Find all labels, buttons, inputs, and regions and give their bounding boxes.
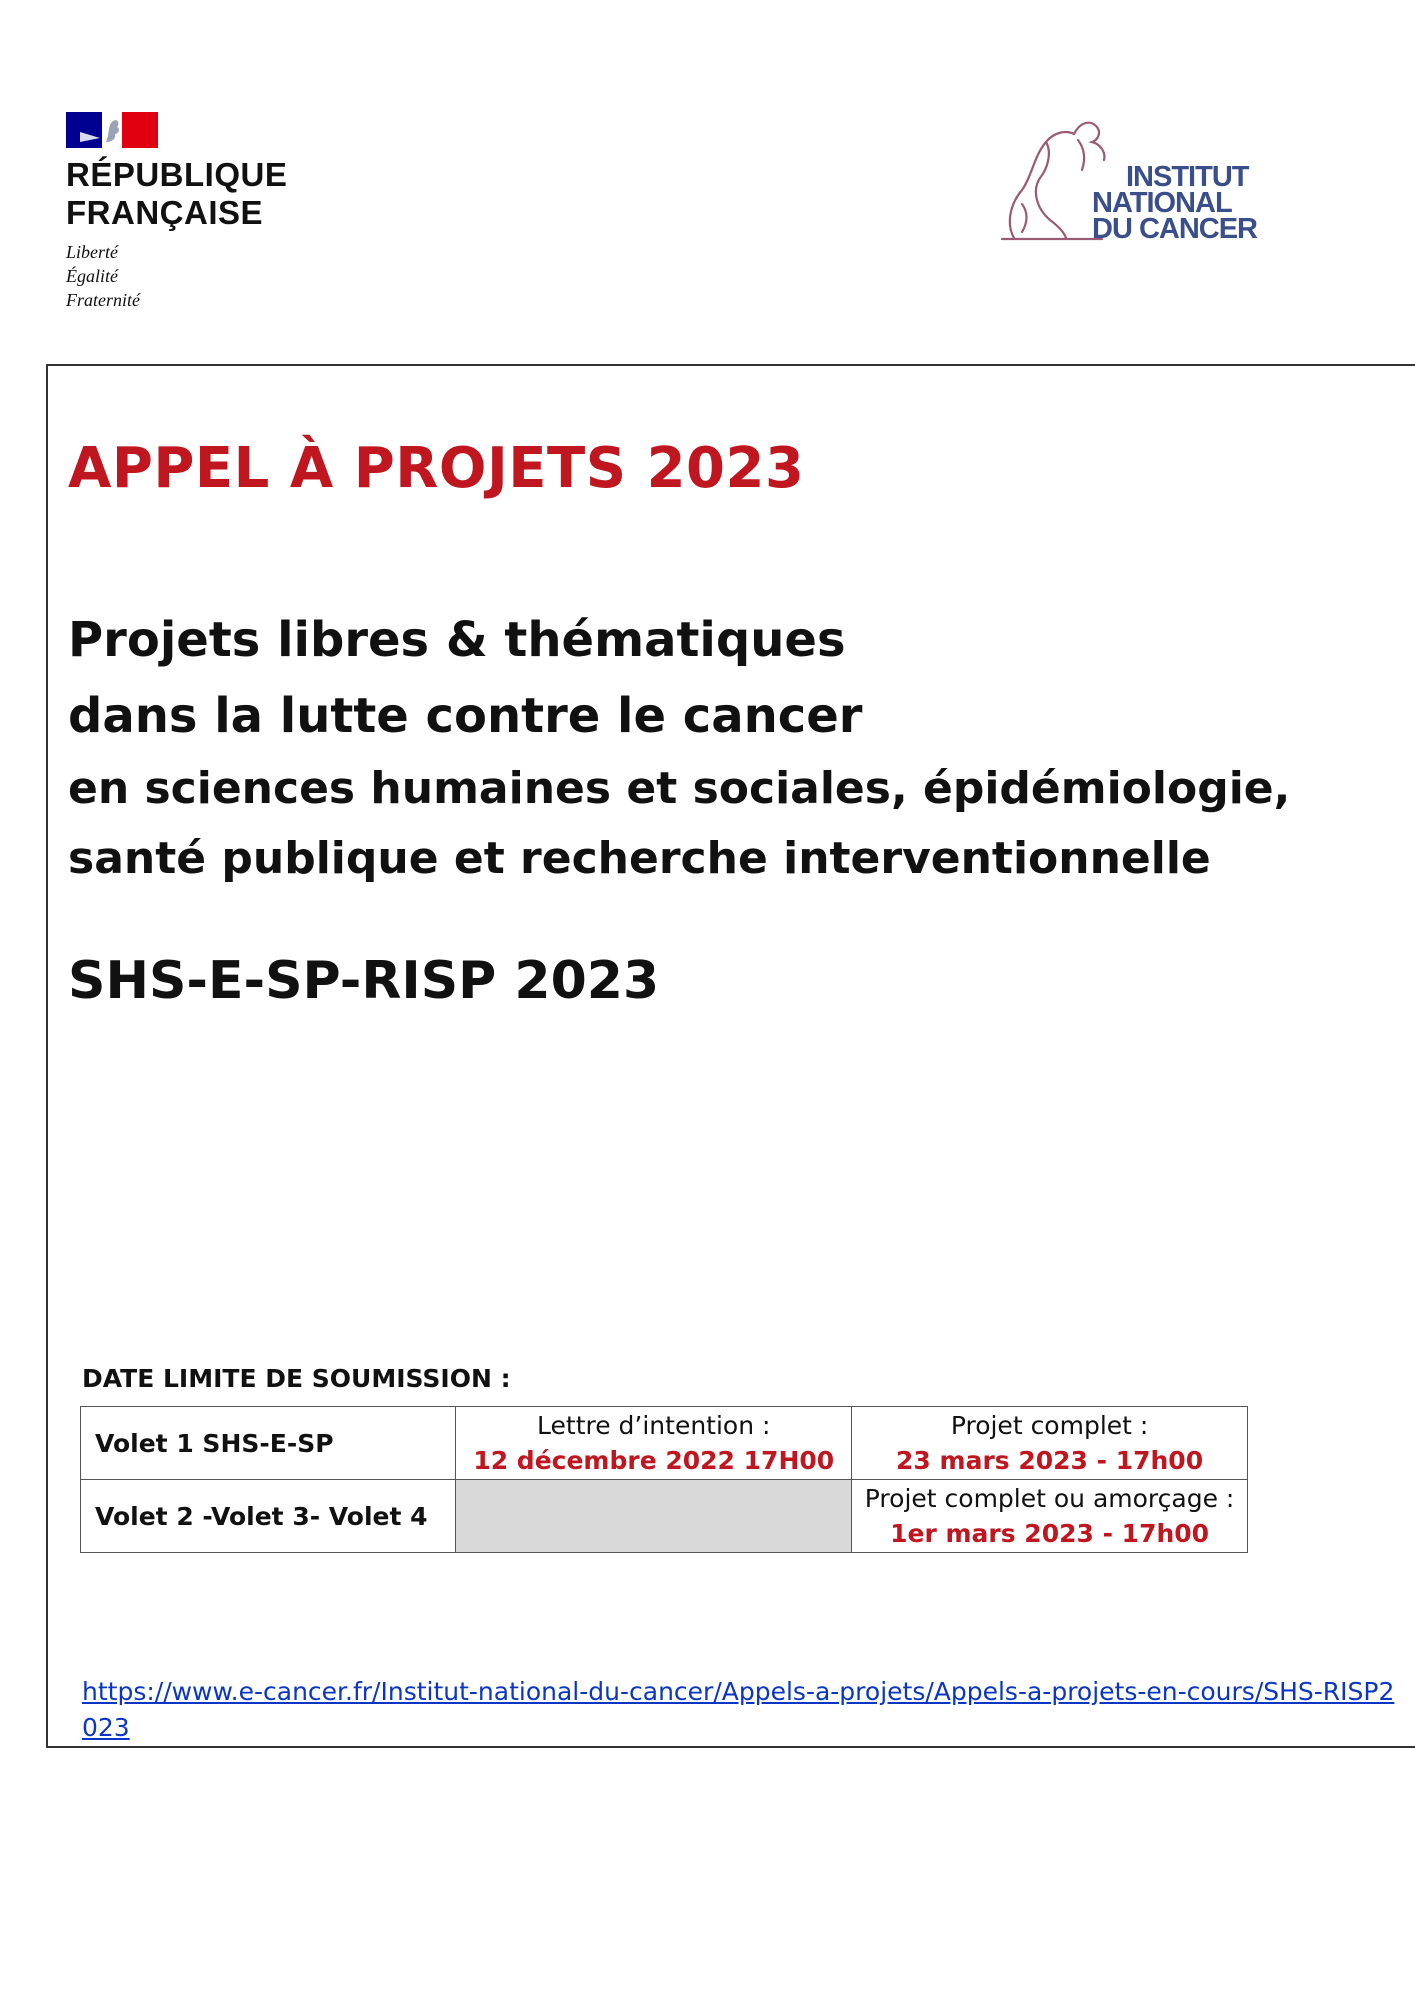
- call-for-projects-frame: [46, 364, 1415, 1748]
- letter-of-intent-label: Lettre d’intention :: [537, 1411, 771, 1440]
- table-row: [81, 1407, 1248, 1480]
- subtitle-line-1: Projets libres & thématiques: [68, 612, 846, 668]
- table-row: [81, 1480, 1248, 1553]
- row-label-volets-2-4: Volet 2 -Volet 3- Volet 4: [81, 1480, 456, 1553]
- marianne-flag-icon: [66, 112, 158, 148]
- subtitle-line-2: dans la lutte contre le cancer: [68, 688, 863, 744]
- page-title: APPEL À PROJETS 2023: [68, 436, 805, 501]
- call-code: SHS-E-SP-RISP 2023: [68, 951, 660, 1011]
- call-details-link[interactable]: https://www.e-cancer.fr/Institut-national-du-cancer/Appels-a-projets/Appels-a-projets-en-cours/SHS-RISP2023: [82, 1677, 1395, 1742]
- inca-line3: DU CANCER: [1092, 213, 1257, 245]
- letter-of-intent-cell: [456, 1407, 852, 1480]
- motto-egalite: Égalité: [66, 266, 118, 286]
- deadlines-table: [80, 1406, 1248, 1553]
- motto-liberte: Liberté: [66, 242, 118, 262]
- full-or-seed-project-cell: [852, 1480, 1248, 1553]
- letter-of-intent-date: 12 décembre 2022 17H00: [473, 1446, 835, 1475]
- subtitle-line-3: en sciences humaines et sociales, épidémiologie,: [68, 763, 1291, 814]
- full-or-seed-project-label: Projet complet ou amorçage :: [864, 1484, 1235, 1513]
- institut-national-du-cancer-logo: [992, 112, 1272, 252]
- rf-name-line2: FRANÇAISE: [66, 194, 264, 231]
- inca-wordmark: [1092, 161, 1257, 245]
- row-label-volet-1: Volet 1 SHS-E-SP: [81, 1407, 456, 1480]
- full-project-cell: [852, 1407, 1248, 1480]
- motto-fraternite: Fraternité: [66, 290, 140, 310]
- republique-francaise-logo: [66, 112, 326, 312]
- republic-motto: [66, 240, 326, 312]
- inca-line2: NATIONAL: [1092, 187, 1232, 219]
- deadline-heading: DATE LIMITE DE SOUMISSION :: [82, 1364, 511, 1393]
- full-project-date: 23 mars 2023 - 17h00: [896, 1446, 1204, 1475]
- republique-francaise-name: [66, 156, 326, 232]
- inca-line1: INSTITUT: [1126, 161, 1249, 193]
- full-project-label: Projet complet :: [950, 1411, 1149, 1440]
- subtitle-line-4: santé publique et recherche interventionnelle: [68, 833, 1211, 884]
- subtitle: [68, 602, 1290, 894]
- rf-name-line1: RÉPUBLIQUE: [66, 156, 288, 193]
- full-or-seed-project-date: 1er mars 2023 - 17h00: [890, 1519, 1210, 1548]
- empty-cell: [456, 1480, 852, 1553]
